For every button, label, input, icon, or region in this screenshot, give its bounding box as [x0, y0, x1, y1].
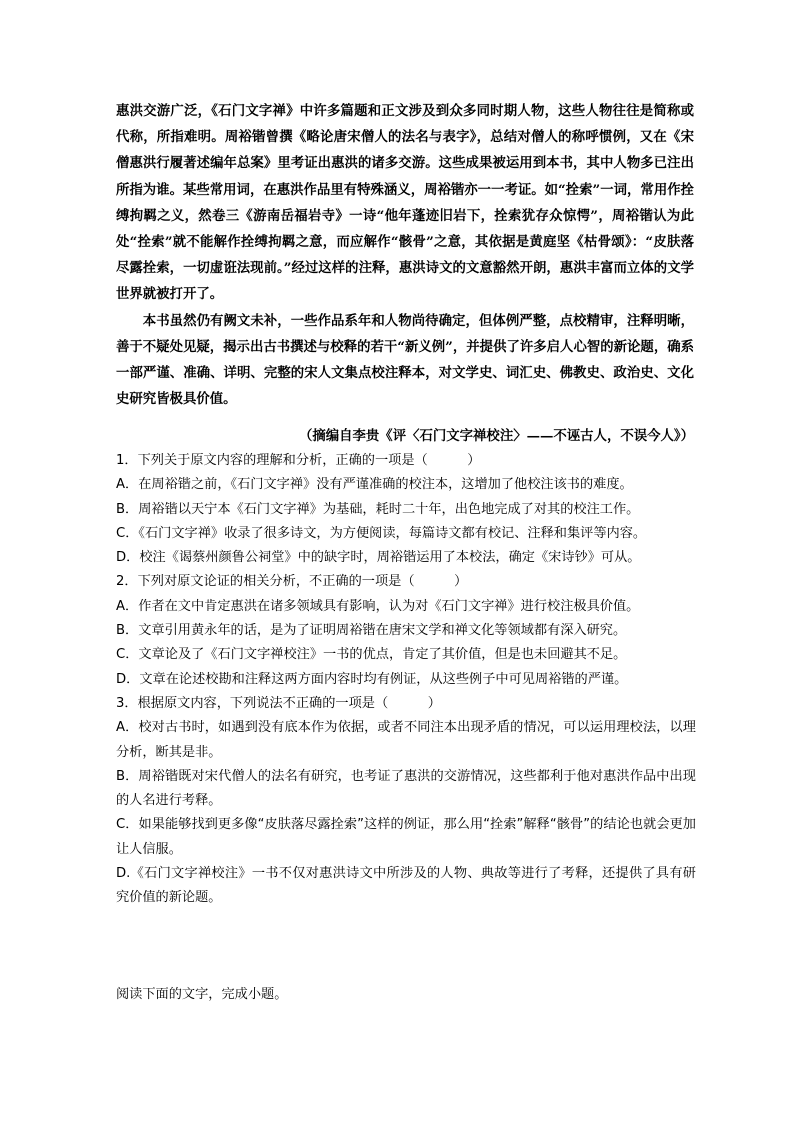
question-2-option-d: D．文章在论述校勘和注释这两方面内容时均有例证，从这些例子中可见周裕锴的严谨。 [116, 671, 628, 687]
question-2-option-a: A．作者在文中肯定惠洪在诸多领域具有影响，认为对《石门文字禅》进行校注极具价值。 [116, 598, 640, 614]
question-1-option-c: C．《石门文字禅》收录了很多诗文，为方便阅读，每篇诗文都有校记、注释和集评等内容。 [116, 525, 647, 541]
passage-paragraph-2: 本书虽然仍有阙文未补，一些作品系年和人物尚待确定，但体例严整，点校精审，注释明晰，善于不疑处见疑，揭示出古书撰述与校释的若干“新义例”，并提供了许多启人心智的新论题，确系一部严谨、准确、详明、完整的宋人文集点校注释本，对文学史、词汇史、佛教史、政治史、文化史研究皆极具价值。 [116, 312, 694, 408]
question-3-option-d: D.《石门文字禅校注》一书不仅对惠洪诗文中所涉及的人物、典故等进行了考释，还提供了具有研究价值的新论题。 [116, 866, 696, 906]
question-1-option-b: B．周裕锴以天宁本《石门文字禅》为基础，耗时二十年，出色地完成了对其的校注工作。 [116, 501, 640, 517]
passage-source: （摘编自李贵《评〈石门文字禅校注〉——不诬古人，不误今人》） [298, 428, 694, 444]
question-2-stem: 2．下列对原文论证的相关分析，不正确的一项是（ ） [116, 574, 468, 590]
question-1-option-a: A．在周裕锴之前，《石门文字禅》没有严谨准确的校注本，这增加了他校注该书的难度。 [116, 477, 633, 493]
question-1-option-d: D．校注《谒蔡州颜鲁公祠堂》中的缺字时，周裕锴运用了本校法，确定《宋诗钞》可从。 [116, 550, 641, 566]
question-list [116, 449, 696, 911]
reading-passage [116, 98, 694, 412]
question-3-stem: 3．根据原文内容，下列说法不正确的一项是（ ） [116, 695, 441, 711]
question-3-option-b: B．周裕锴既对宋代僧人的法名有研究，也考证了惠洪的交游情况，这些都利于他对惠洪作品中出现的人名进行考释。 [116, 768, 696, 809]
passage-paragraph-1: 惠洪交游广泛，《石门文字禅》中许多篇题和正文涉及到众多同时期人物，这些人物往往是简称或代称，所指难明。周裕锴曾撰《略论唐宋僧人的法名与表字》，总结对僧人的称呼惯例，又在《宋僧惠洪行履著述编年总案》里考证出惠洪的诸多交游。这些成果被运用到本书，其中人物多已注出所指为谁。某些常用词，在惠洪作品里有特殊涵义，周裕锴亦一一考证。如“拴索”一词，常用作拴缚拘羁之义，然卷三《游南岳福岩寺》一诗“他年蓬迹旧岩下，拴索犹存众惊愕”，周裕锴认为此处“拴索”就不能解作拴缚拘羁之意，而应解作“骸骨”之意，其依据是黄庭坚《枯骨颂》：“皮肤落尽露拴索，一切虚诳法现前。”经过这样的注释，惠洪诗文的文意豁然开朗，惠洪丰富而立体的文学世界就被打开了。 [116, 103, 694, 303]
question-2-option-b: B．文章引用黄永年的话，是为了证明周裕锴在唐宋文学和禅文化等领域都有深入研究。 [116, 623, 627, 639]
reading-instruction: 阅读下面的文字，完成小题。 [116, 987, 288, 1002]
question-3-option-a: A．校对古书时，如遇到没有底本作为依据，或者不同注本出现矛盾的情况，可以运用理校法，以理分析，断其是非。 [116, 720, 696, 760]
question-1-stem: 1．下列关于原文内容的理解和分析，正确的一项是（ ） [116, 453, 481, 468]
question-2-option-c: C．文章论及了《石门文字禅校注》一书的优点，肯定了其价值，但是也未回避其不足。 [116, 647, 627, 663]
question-3-option-c: C．如果能够找到更多像“皮肤落尽露拴索”这样的例证，那么用“拴索”解释“骸骨”的结论也就会更加让人信服。 [116, 817, 696, 857]
